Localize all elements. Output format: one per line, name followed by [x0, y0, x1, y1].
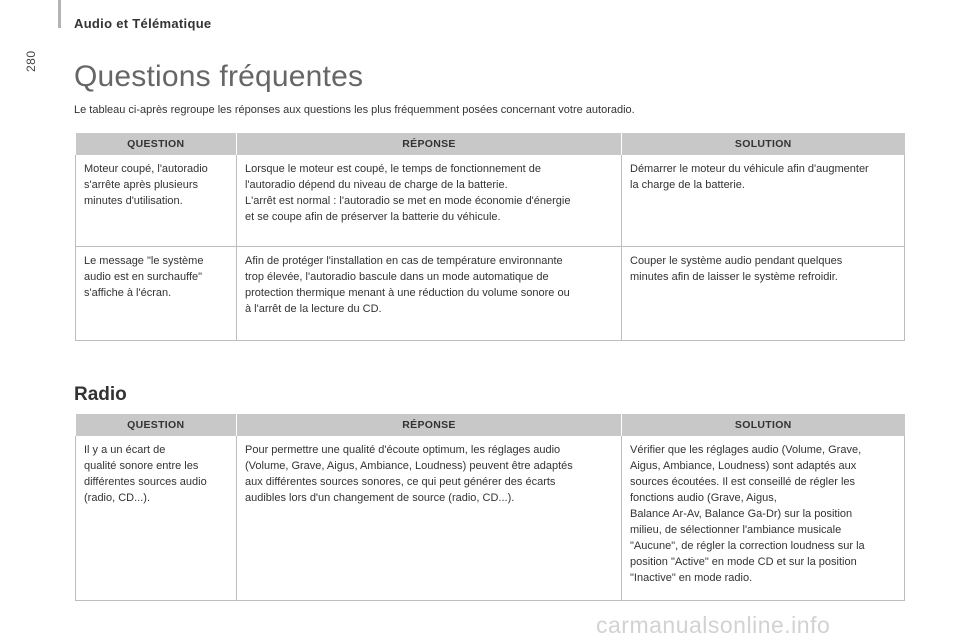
- text-line: (Volume, Grave, Aigus, Ambiance, Loudness) peuvent être adaptés: [245, 460, 573, 472]
- text-line: protection thermique menant à une réduction du volume sonore ou: [245, 287, 570, 299]
- header-solution: SOLUTION: [622, 414, 905, 436]
- text-line: minutes afin de laisser le système refroidir.: [630, 271, 838, 283]
- watermark: carmanualsonline.info: [596, 612, 831, 638]
- text-line: trop élevée, l'autoradio bascule dans un mode automatique de: [245, 271, 549, 283]
- header-solution: SOLUTION: [622, 133, 905, 155]
- solution-cell: [622, 247, 905, 341]
- text-line: Aigus, Ambiance, Loudness) sont adaptés aux: [630, 460, 857, 472]
- table-header-row: [76, 133, 905, 155]
- header-reponse: RÉPONSE: [237, 414, 622, 436]
- text-line: Il y a un écart de: [84, 444, 166, 456]
- text-line: s'affiche à l'écran.: [84, 287, 172, 299]
- radio-heading: Radio: [74, 384, 127, 405]
- text-line: la charge de la batterie.: [630, 179, 745, 191]
- text-line: qualité sonore entre les: [84, 460, 199, 472]
- text-line: fonctions audio (Grave, Aigus,: [630, 492, 777, 504]
- page-title: Questions fréquentes: [74, 60, 364, 93]
- text-line: (radio, CD...).: [84, 492, 151, 504]
- text-line: Le message "le système: [84, 255, 204, 267]
- reponse-cell: [237, 436, 622, 601]
- text-line: Balance Ar-Av, Balance Ga-Dr) sur la position: [630, 508, 853, 520]
- text-line: milieu, de sélectionner l'ambiance musicale: [630, 524, 842, 536]
- header-question: QUESTION: [76, 414, 237, 436]
- text-line: audio est en surchauffe": [84, 271, 203, 283]
- text-line: position "Active" en mode CD et sur la position: [630, 556, 857, 568]
- text-line: aux différentes sources sonores, ce qui peut générer des écarts: [245, 476, 556, 488]
- text-line: Lorsque le moteur est coupé, le temps de fonctionnement de: [245, 163, 541, 175]
- reponse-cell: [237, 247, 622, 341]
- text-line: L'arrêt est normal : l'autoradio se met en mode économie d'énergie: [245, 195, 571, 207]
- table-header-row: [76, 414, 905, 436]
- section-header: Audio et Télématique: [74, 16, 212, 31]
- text-line: Afin de protéger l'installation en cas de température environnante: [245, 255, 563, 267]
- text-line: Couper le système audio pendant quelques: [630, 255, 843, 267]
- text-line: à l'arrêt de la lecture du CD.: [245, 303, 382, 315]
- question-cell: [76, 436, 237, 601]
- faq-table-radio: [75, 414, 905, 601]
- text-line: Pour permettre une qualité d'écoute optimum, les réglages audio: [245, 444, 561, 456]
- table-row: [76, 155, 905, 247]
- text-line: Moteur coupé, l'autoradio: [84, 163, 208, 175]
- solution-cell: [622, 436, 905, 601]
- text-line: Vérifier que les réglages audio (Volume, Grave,: [630, 444, 862, 456]
- text-line: minutes d'utilisation.: [84, 195, 183, 207]
- text-line: "Aucune", de régler la correction loudness sur la: [630, 540, 865, 552]
- table-row: [76, 247, 905, 341]
- text-line: s'arrête après plusieurs: [84, 179, 198, 191]
- text-line: "Inactive" en mode radio.: [630, 572, 753, 584]
- faq-table-general: [75, 133, 905, 341]
- solution-cell: [622, 155, 905, 247]
- text-line: audibles lors d'un changement de source (radio, CD...).: [245, 492, 515, 504]
- text-line: l'autoradio dépend du niveau de charge de la batterie.: [245, 179, 508, 191]
- text-line: sources écoutées. Il est conseillé de régler les: [630, 476, 856, 488]
- question-cell: [76, 155, 237, 247]
- page-number: 280: [24, 50, 38, 72]
- header-question: QUESTION: [76, 133, 237, 155]
- intro-paragraph: Le tableau ci-après regroupe les réponses aux questions les plus fréquemment posées concernant votre autoradio.: [74, 104, 635, 116]
- side-bar-decoration: [58, 0, 61, 28]
- text-line: et se coupe afin de préserver la batterie du véhicule.: [245, 211, 501, 223]
- table-row: [76, 436, 905, 601]
- text-line: Démarrer le moteur du véhicule afin d'augmenter: [630, 163, 869, 175]
- reponse-cell: [237, 155, 622, 247]
- question-cell: [76, 247, 237, 341]
- text-line: différentes sources audio: [84, 476, 207, 488]
- header-reponse: RÉPONSE: [237, 133, 622, 155]
